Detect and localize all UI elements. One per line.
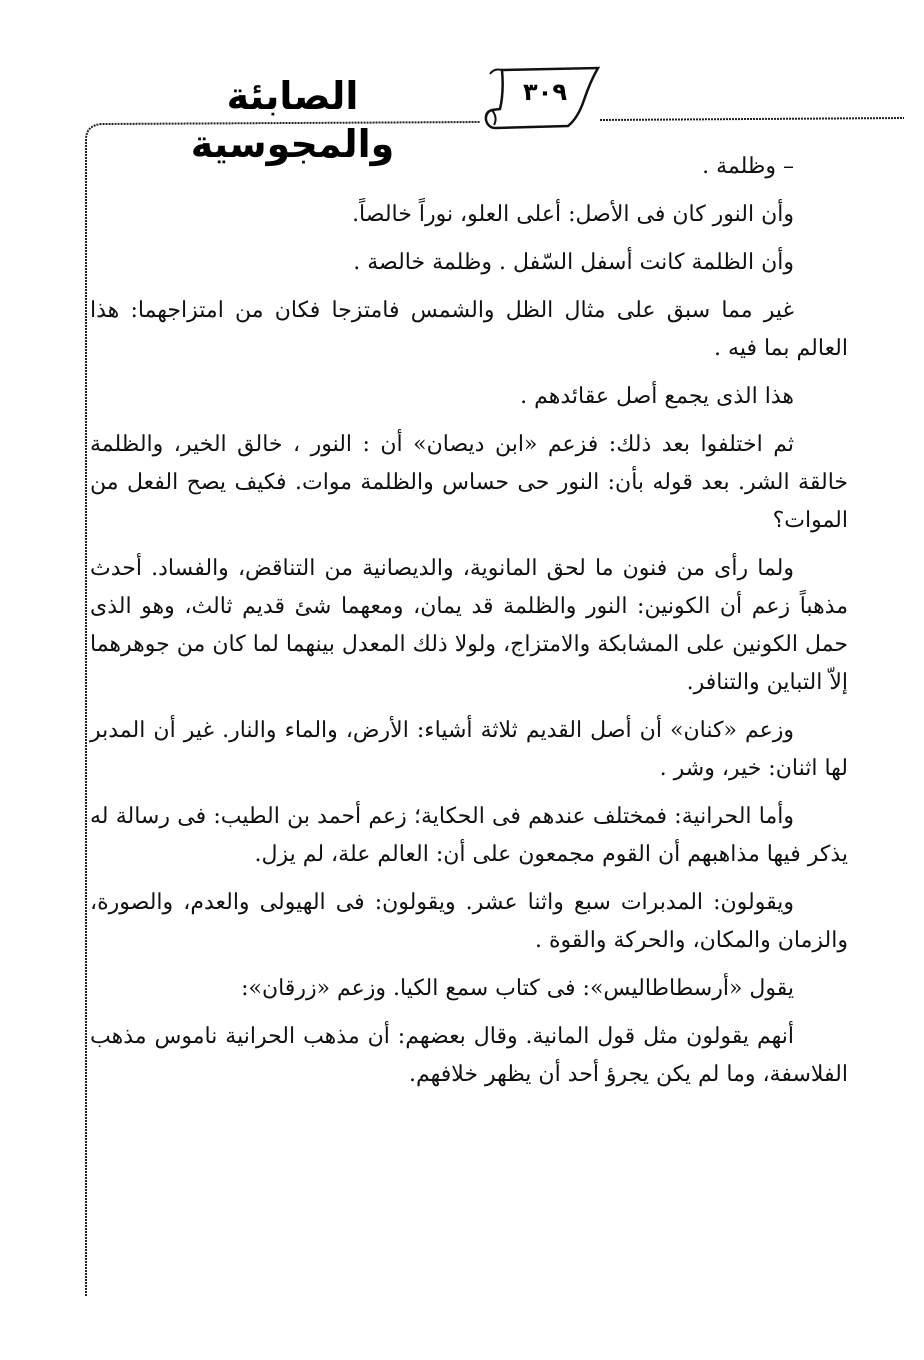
paragraph: وزعم «كنان» أن أصل القديم ثلاثة أشياء: الأرض، والماء والنار. غير أن المدبر لها اثنان: خير، وشر . — [90, 718, 848, 781]
paragraph: وأن الظلمة كانت أسفل السّفل . وظلمة خالصة . — [353, 250, 794, 275]
paragraph: غير مما سبق على مثال الظل والشمس فامتزجا فكان من امتزاجهما: هذا العالم بما فيه . — [90, 298, 848, 361]
paragraph: وأن النور كان فى الأصل: أعلى العلو، نوراً خالصاً. — [352, 202, 794, 227]
paragraph: – وظلمة . — [702, 154, 794, 179]
body-text — [90, 148, 848, 1298]
paragraph: يقول «أرسطاطاليس»: فى كتاب سمع الكيا. وزعم «زرقان»: — [241, 976, 794, 1001]
paragraph: ثم اختلفوا بعد ذلك: فزعم «ابن ديصان» أن : النور ، خالق الخير، والظلمة خالقة الشر. بعد قوله بأن: النور حى حساس والظلمة موات. فكيف يصح الفعل من الموات؟ — [90, 432, 848, 533]
page-header-title: الصابئة والمجوسية — [190, 74, 395, 166]
paragraph: هذا الذى يجمع أصل عقائدهم . — [520, 384, 794, 409]
paragraph: ولما رأى من فنون ما لحق المانوية، والديصانية من التناقض، والفساد. أحدث مذهباً زعم أن الكونين: النور والظلمة قد يمان، ومعهما شئ قديم ثالث، وهو الذى حمل الكونين على المشابكة والامتزاج، ولولا ذلك المعدل بينهما لما كان من جوهرهما إلاّ التباين والتنافر. — [90, 556, 848, 695]
paragraph: ويقولون: المدبرات سبع واثنا عشر. ويقولون: فى الهيولى والعدم، والصورة، والزمان والمكان، والحركة والقوة . — [90, 890, 848, 953]
paragraph: وأما الحرانية: فمختلف عندهم فى الحكاية؛ زعم أحمد بن الطيب: فى رسالة له يذكر فيها مذاهبهم أن القوم مجمعون على أن: العالم علة، لم يزل. — [90, 804, 848, 867]
paragraph: أنهم يقولون مثل قول المانية. وقال بعضهم: أن مذهب الحرانية ناموس مذهب الفلاسفة، وما لم يكن يجرؤ أحد أن يظهر خلافهم. — [90, 1024, 848, 1087]
page-number: ٣٠٩ — [523, 78, 567, 106]
